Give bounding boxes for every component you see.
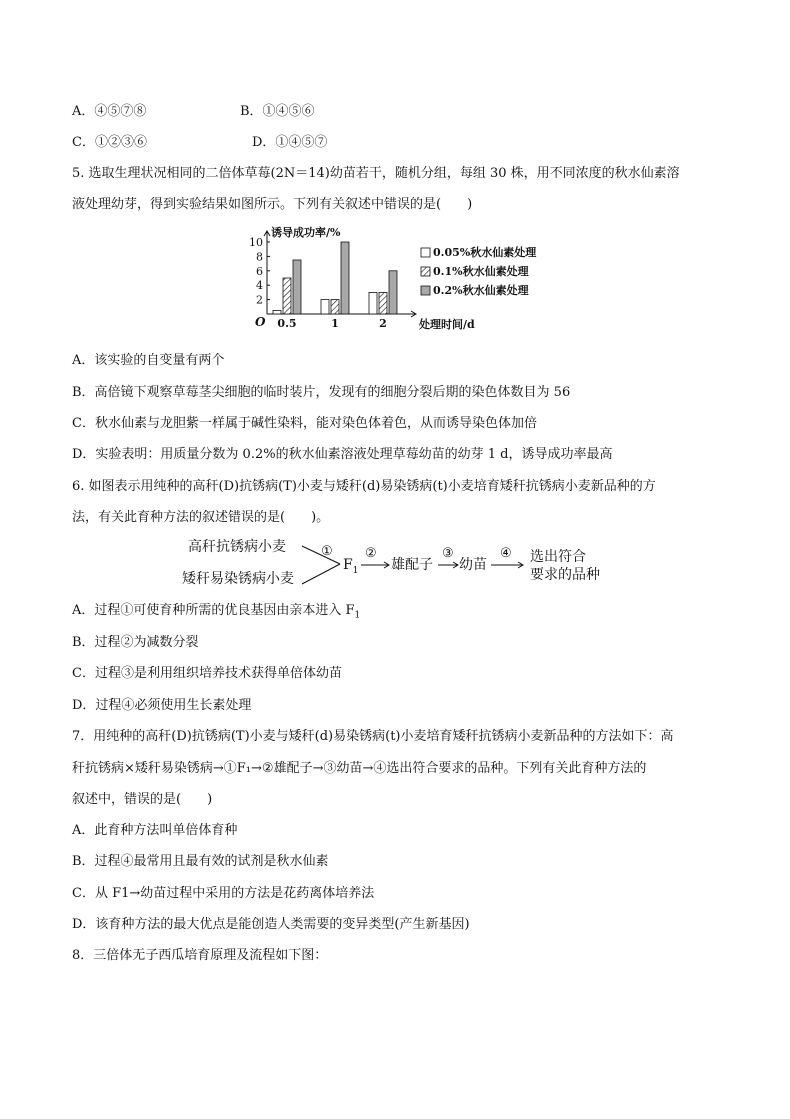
arrow-right-icon bbox=[360, 560, 392, 570]
flow-step-4-label: ④ bbox=[500, 546, 512, 561]
q4-option-d: D．①④⑤⑦ bbox=[252, 135, 328, 150]
flow-step-2-label: ② bbox=[365, 546, 377, 561]
q6-stem-line2: 法，有关此育种方法的叙述错误的是( )。 bbox=[72, 510, 330, 525]
q7-option-d: D．该育种方法的最大优点是能创造人类需要的变异类型(产生新基因) bbox=[72, 917, 470, 932]
y-tick-label: 4 bbox=[256, 279, 263, 293]
flow-parent-short-susceptible: 矮秆易染锈病小麦 bbox=[182, 571, 294, 587]
y-tick-label: 2 bbox=[256, 293, 263, 307]
flow-stage-seedling: 幼苗 bbox=[459, 557, 487, 573]
y-tick-label: 6 bbox=[256, 264, 263, 278]
bar-chart bbox=[245, 222, 545, 342]
x-tick-label: 0.5 bbox=[277, 317, 297, 330]
q6-option-a-subscript: 1 bbox=[354, 610, 361, 621]
q4-option-a: A．④⑤⑦⑧ bbox=[72, 104, 147, 119]
q7-option-b: B．过程④最常用且最有效的试剂是秋水仙素 bbox=[72, 854, 329, 869]
q8-stem: 8．三倍体无子西瓜培育原理及流程如下图： bbox=[72, 948, 328, 963]
flow-step-3-label: ③ bbox=[442, 546, 454, 561]
bar-1-series-0 bbox=[321, 300, 329, 314]
q6-option-a bbox=[72, 602, 360, 625]
flow-stage-male-gamete: 雄配子 bbox=[391, 557, 433, 573]
bar-1-series-1 bbox=[331, 300, 339, 314]
q7-option-c: C．从 F1→幼苗过程中采用的方法是花药离体培养法 bbox=[72, 886, 375, 901]
y-tick-label: 8 bbox=[256, 250, 263, 264]
legend-label-1: 0.1%秋水仙素处理 bbox=[433, 265, 529, 278]
bar-2-series-0 bbox=[369, 292, 377, 314]
q4-option-c: C．①②③⑥ bbox=[72, 135, 147, 150]
y-axis-label: 诱导成功率/% bbox=[271, 226, 341, 239]
q6-option-a-text: A．过程①可使育种所需的优良基因由亲本进入 F bbox=[72, 603, 355, 618]
legend-swatch-2 bbox=[421, 286, 430, 295]
q4-option-b: B．①④⑤⑥ bbox=[240, 104, 315, 119]
legend-swatch-0 bbox=[421, 248, 430, 257]
legend-swatch-1 bbox=[421, 267, 430, 276]
flow-result-line1: 选出符合 bbox=[530, 549, 586, 565]
bar-2-series-1 bbox=[379, 292, 387, 314]
q5-option-b: B．高倍镜下观察草莓茎尖细胞的临时装片，发现有的细胞分裂后期的染色体数目为 56 bbox=[72, 385, 571, 400]
bar-0.5-series-1 bbox=[283, 278, 291, 314]
origin-label: O bbox=[255, 315, 266, 329]
q7-option-a: A．此育种方法叫单倍体育种 bbox=[72, 823, 238, 838]
x-axis-label: 处理时间/d bbox=[419, 318, 475, 331]
legend-label-0: 0.05%秋水仙素处理 bbox=[433, 246, 537, 259]
q5-stem-line1: 5. 选取生理状况相同的二倍体草莓(2N＝14)幼苗若干，随机分组，每组 30 株，用不同浓度的秋水仙素溶 bbox=[72, 166, 680, 181]
bar-0.5-series-2 bbox=[293, 260, 301, 314]
arrow-right-icon bbox=[437, 560, 461, 570]
q7-stem-line3: 叙述中，错误的是( ) bbox=[72, 792, 213, 807]
flow-f1-text: F bbox=[343, 557, 353, 573]
q5-option-d: D．实验表明：用质量分数为 0.2%的秋水仙素溶液处理草莓幼苗的幼芽 1 d，诱导成功率最高 bbox=[72, 447, 613, 462]
x-tick-label: 2 bbox=[379, 317, 387, 330]
q5-option-a: A．该实验的自变量有两个 bbox=[72, 353, 225, 368]
flow-f1-subscript: 1 bbox=[352, 565, 359, 576]
bar-2-series-2 bbox=[389, 271, 397, 314]
legend-label-2: 0.2%秋水仙素处理 bbox=[433, 284, 529, 297]
x-tick-label: 1 bbox=[331, 317, 339, 330]
q5-option-c: C．秋水仙素与龙胆紫一样属于碱性染料，能对染色体着色，从而诱导染色体加倍 bbox=[72, 416, 537, 431]
y-tick-label: 10 bbox=[249, 236, 263, 249]
arrow-right-icon bbox=[490, 560, 526, 570]
q6-option-b: B．过程②为减数分裂 bbox=[72, 635, 199, 650]
flow-f1-label bbox=[343, 556, 358, 580]
q7-stem-line1: 7．用纯种的高秆(D)抗锈病(T)小麦与矮秆(d)易染锈病(t)小麦培育矮秆抗锈病小麦新品种的方法如下：高 bbox=[72, 729, 674, 744]
q6-option-d: D．过程④必须使用生长素处理 bbox=[72, 698, 252, 713]
flow-step-1-label: ① bbox=[321, 544, 333, 559]
q6-option-c: C．过程③是利用组织培养技术获得单倍体幼苗 bbox=[72, 666, 342, 681]
bar-1-series-2 bbox=[341, 242, 349, 314]
flow-result-line2: 要求的品种 bbox=[530, 567, 600, 583]
flow-parent-tall-resistant: 高秆抗锈病小麦 bbox=[188, 539, 286, 555]
q5-stem-line2: 液处理幼芽，得到实验结果如图所示。下列有关叙述中错误的是( ) bbox=[72, 197, 473, 212]
bar-0.5-series-0 bbox=[273, 310, 281, 314]
q7-stem-line2: 秆抗锈病×矮秆易染锈病→①F₁→②雄配子→③幼苗→④选出符合要求的品种。下列有关此育种方法的 bbox=[72, 761, 647, 776]
q6-stem-line1: 6. 如图表示用纯种的高秆(D)抗锈病(T)小麦与矮秆(d)易染锈病(t)小麦培育矮秆抗锈病小麦新品种的方 bbox=[72, 479, 656, 494]
